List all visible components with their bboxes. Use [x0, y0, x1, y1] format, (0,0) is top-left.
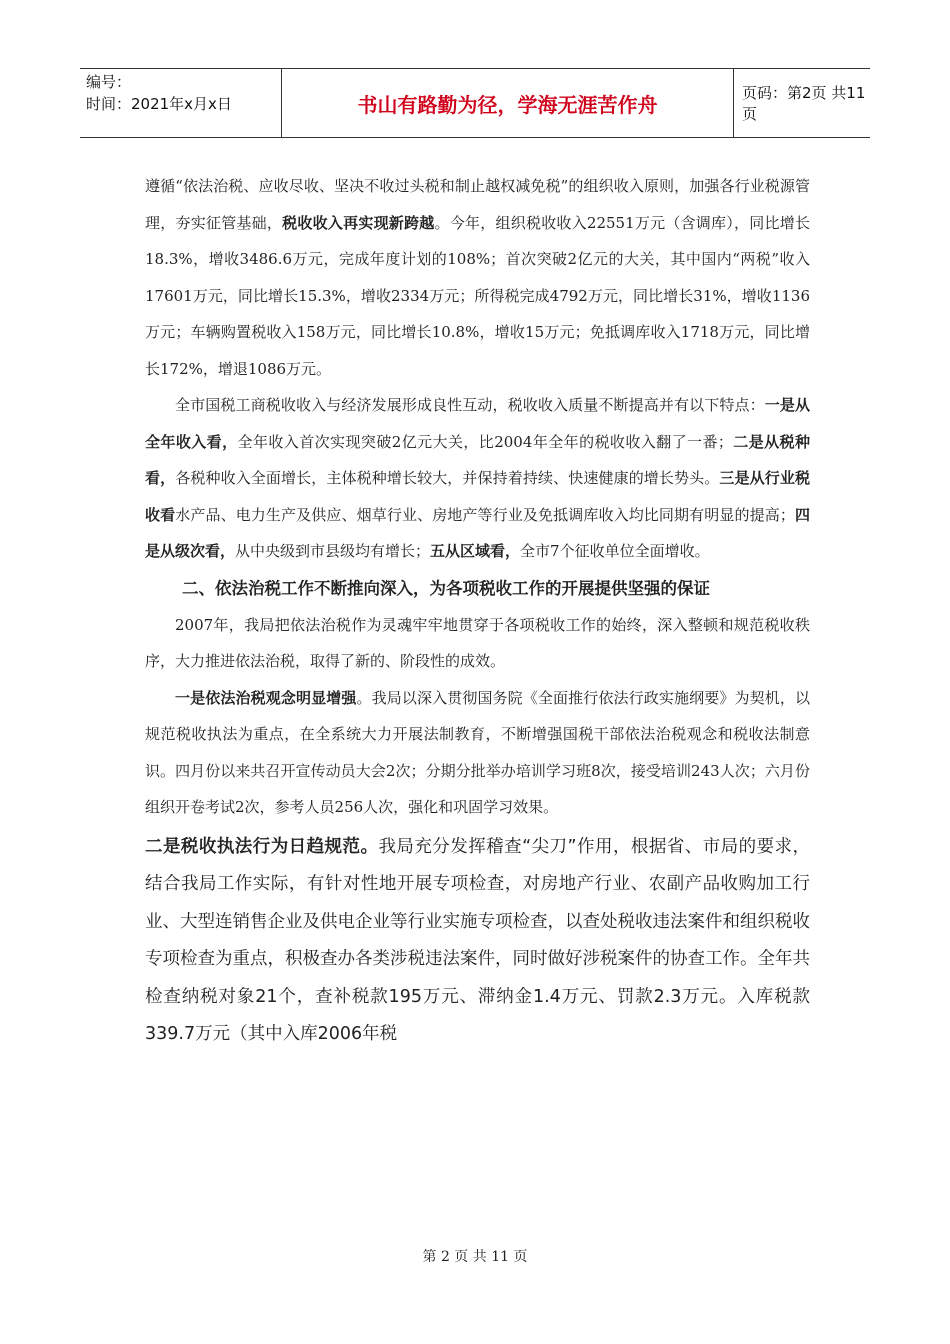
- paragraph-revenue-principle: [145, 168, 810, 387]
- text-run: 水产品、电力生产及供应、烟草行业、房地产等行业及免抵调库收入均比同期有明显的提高；: [175, 505, 795, 524]
- page-header: [80, 68, 870, 138]
- header-motto: 书山有路勤为径，学海无涯苦作舟: [282, 69, 734, 137]
- document-number-label: 编号：: [86, 73, 132, 91]
- paragraph-rule-of-law-intro: 2007年，我局把依法治税作为灵魂牢牢地贯穿于各项税收工作的始终，深入整顿和规范税收秩序，大力推进依法治税，取得了新的、阶段性的成效。: [145, 615, 810, 670]
- text-run: 。我局以深入贯彻国务院《全面推行依法行政实施纲要》为契机，以规范税收执法为重点，在全系统大力开展法制教育，不断增强国税干部依法治税观念和税收法制意识。四月份以来共召开宣传动员大会2次；分期分批举办培训学习班8次，接受培训243人次；六月份组织开卷考试2次，参考人员256人次，强化和巩固学习效果。: [145, 688, 810, 816]
- bold-phrase-legal-awareness: 一是依法治税观念明显增强: [175, 688, 357, 707]
- bold-phrase-enforcement: 二是税收执法行为日趋规范。: [145, 836, 379, 857]
- text-run: 。今年，组织税收收入22551万元（含调库），同比增长18.3%，增收3486.6万元，完成年度计划的108%；首次突破2亿元的大关，其中国内“两税”收入17601万元，同比增长15.3%，增收2334万元；所得税完成4792万元，同比增长31%，增收1136万元；车辆购置税收入158万元，同比增长10.8%，增收15万元；免抵调库收入1718万元，同比增长172%，增退1086万元。: [145, 213, 810, 378]
- text-run: 各税种收入全面增长，主体税种增长较大，并保持着持续、快速健康的增长势头。: [175, 469, 720, 487]
- bold-phrase-level: 四是从级次看，: [145, 505, 810, 560]
- section-heading-rule-of-law: 二、依法治税工作不断推向深入，为各项税收工作的开展提供坚强的保证: [182, 578, 710, 598]
- bold-phrase-revenue-leap: 税收收入再实现新跨越: [282, 213, 435, 232]
- text-run: 遵循“依法治税、应收尽收、坚决不收过头税和制止越权减免税”的组织收入原则，加强各行业税源管理，夯实征管基础，: [145, 177, 810, 232]
- header-left-cell: [80, 69, 282, 137]
- bold-phrase-annual: 一是从全年收入看，: [145, 396, 810, 451]
- paragraph-legal-awareness: [145, 680, 810, 826]
- paragraph-enforcement: [145, 829, 810, 1054]
- text-run: 从中央级到市县级均有增长；: [235, 542, 431, 560]
- text-run: 我局充分发挥稽查“尖刀”作用，根据省、市局的要求，结合我局工作实际，有针对性地开展专项检查，对房地产行业、农副产品收购加工行业、大型连销售企业及供电企业等行业实施专项检查，以查处税收违法案件和组织税收专项检查为重点，积极查办各类涉税违法案件，同时做好涉税案件的协查工作。全年共检查纳税对象21个，查补税款195万元、滞纳金1.4万元、罚款2.3万元。入库税款339.7万元（其中入库2006年税: [145, 836, 811, 1044]
- text-run: 全市7个征收单位全面增收。: [520, 542, 710, 560]
- text-run: 全年收入首次实现突破2亿元大关，比2004年全年的税收收入翻了一番；: [237, 432, 733, 451]
- header-page-code: 页码：第2页 共11页: [742, 84, 866, 123]
- bold-phrase-industry: 三是从行业税收看: [145, 469, 810, 524]
- text-run: 全市国税工商税收收入与经济发展形成良性互动，税收收入质量不断提高并有以下特点：: [175, 396, 765, 414]
- paragraph-revenue-features: [145, 387, 810, 570]
- document-body: [145, 168, 810, 1054]
- page-footer: 第 2 页 共 11 页: [422, 1249, 528, 1265]
- bold-phrase-region: 五从区域看，: [430, 542, 521, 560]
- bold-phrase-tax-type: 二是从税种看，: [145, 432, 810, 487]
- document-time-label: 时间：2021年x月x日: [86, 95, 232, 113]
